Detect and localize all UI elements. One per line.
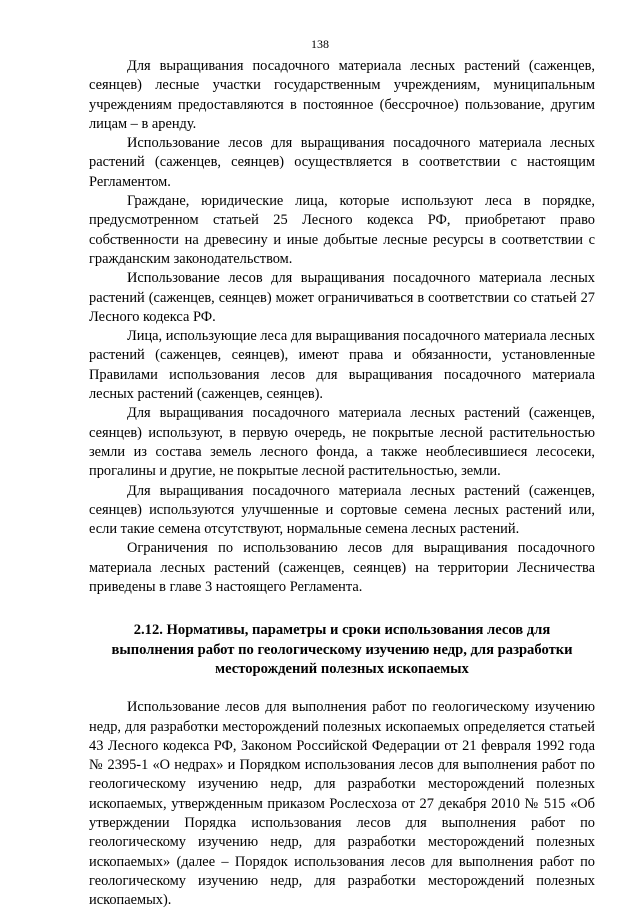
paragraph: Граждане, юридические лица, которые используют леса в порядке, предусмотренном статьей 25 Лесного кодекса РФ, приобретают право собственности на древесину и иные добытые лесные ресурсы в соответствии с гражданским законодательством. [89, 193, 595, 267]
section-heading: 2.12. Нормативы, параметры и сроки использования лесов для выполнения работ по геологическому изучению недр, для разработки месторождений полезных ископаемых [111, 622, 573, 677]
paragraph: Использование лесов для выращивания посадочного материала лесных растений (саженцев, сеянцев) может ограничиваться в соответствии со статьей 27 Лесного кодекса РФ. [89, 270, 595, 325]
document-body [89, 57, 595, 910]
paragraph: Ограничения по использованию лесов для выращивания посадочного материала лесных растений (саженцев, сеянцев) на территории Лесничества приведены в главе 3 настоящего Регламента. [89, 540, 595, 596]
paragraph: Для выращивания посадочного материала лесных растений (саженцев, сеянцев) лесные участки государственным учреждениям, муниципальным учреждениям предоставляются в постоянное (бессрочное) пользование, другим лицам – в аренду. [89, 58, 595, 132]
paragraph: Использование лесов для выполнения работ по геологическому изучению недр, для разработки месторождений полезных ископаемых определяется статьей 43 Лесного кодекса РФ, Законом Российской Федерации от 21 февраля 1992 года № 2395-1 «О недрах» и Порядком использования лесов для выполнения работ по геологическому изучению недр, для разработки месторождений полезных ископаемых, утвержденным приказом Рослесхоза от 27 декабря 2010 № 515 «Об утверждении Порядка использования лесов для выполнения работ по геологическому изучению недр, для разработки месторождений полезных ископаемых» (далее – Порядок использования лесов для выполнения работ по геологическому изучению недр, для разработки месторождений полезных ископаемых). [89, 699, 595, 909]
paragraph: Лица, использующие леса для выращивания посадочного материала лесных растений (саженцев, сеянцев), имеют права и обязанности, установленные Правилами использования лесов для выращивания посадочного материала лесных растений (саженцев, сеянцев). [89, 328, 595, 403]
paragraph: Для выращивания посадочного материала лесных растений (саженцев, сеянцев) используются улучшенные и сортовые семена лесных растений или, если такие семена отсутствуют, нормальные семена лесных растений. [89, 482, 595, 538]
paragraph: Для выращивания посадочного материала лесных растений (саженцев, сеянцев) используют, в первую очередь, не покрытые лесной растительностью земли из состава земель лесного фонда, а также необлесившиеся лесосеки, прогалины и другие, не покрытые лесной растительностью, земли. [89, 405, 595, 480]
page-number: 138 [311, 37, 329, 51]
paragraph: Использование лесов для выращивания посадочного материала лесных растений (саженцев, сеянцев) осуществляется в соответствии с настоящим Регламентом. [89, 135, 595, 190]
